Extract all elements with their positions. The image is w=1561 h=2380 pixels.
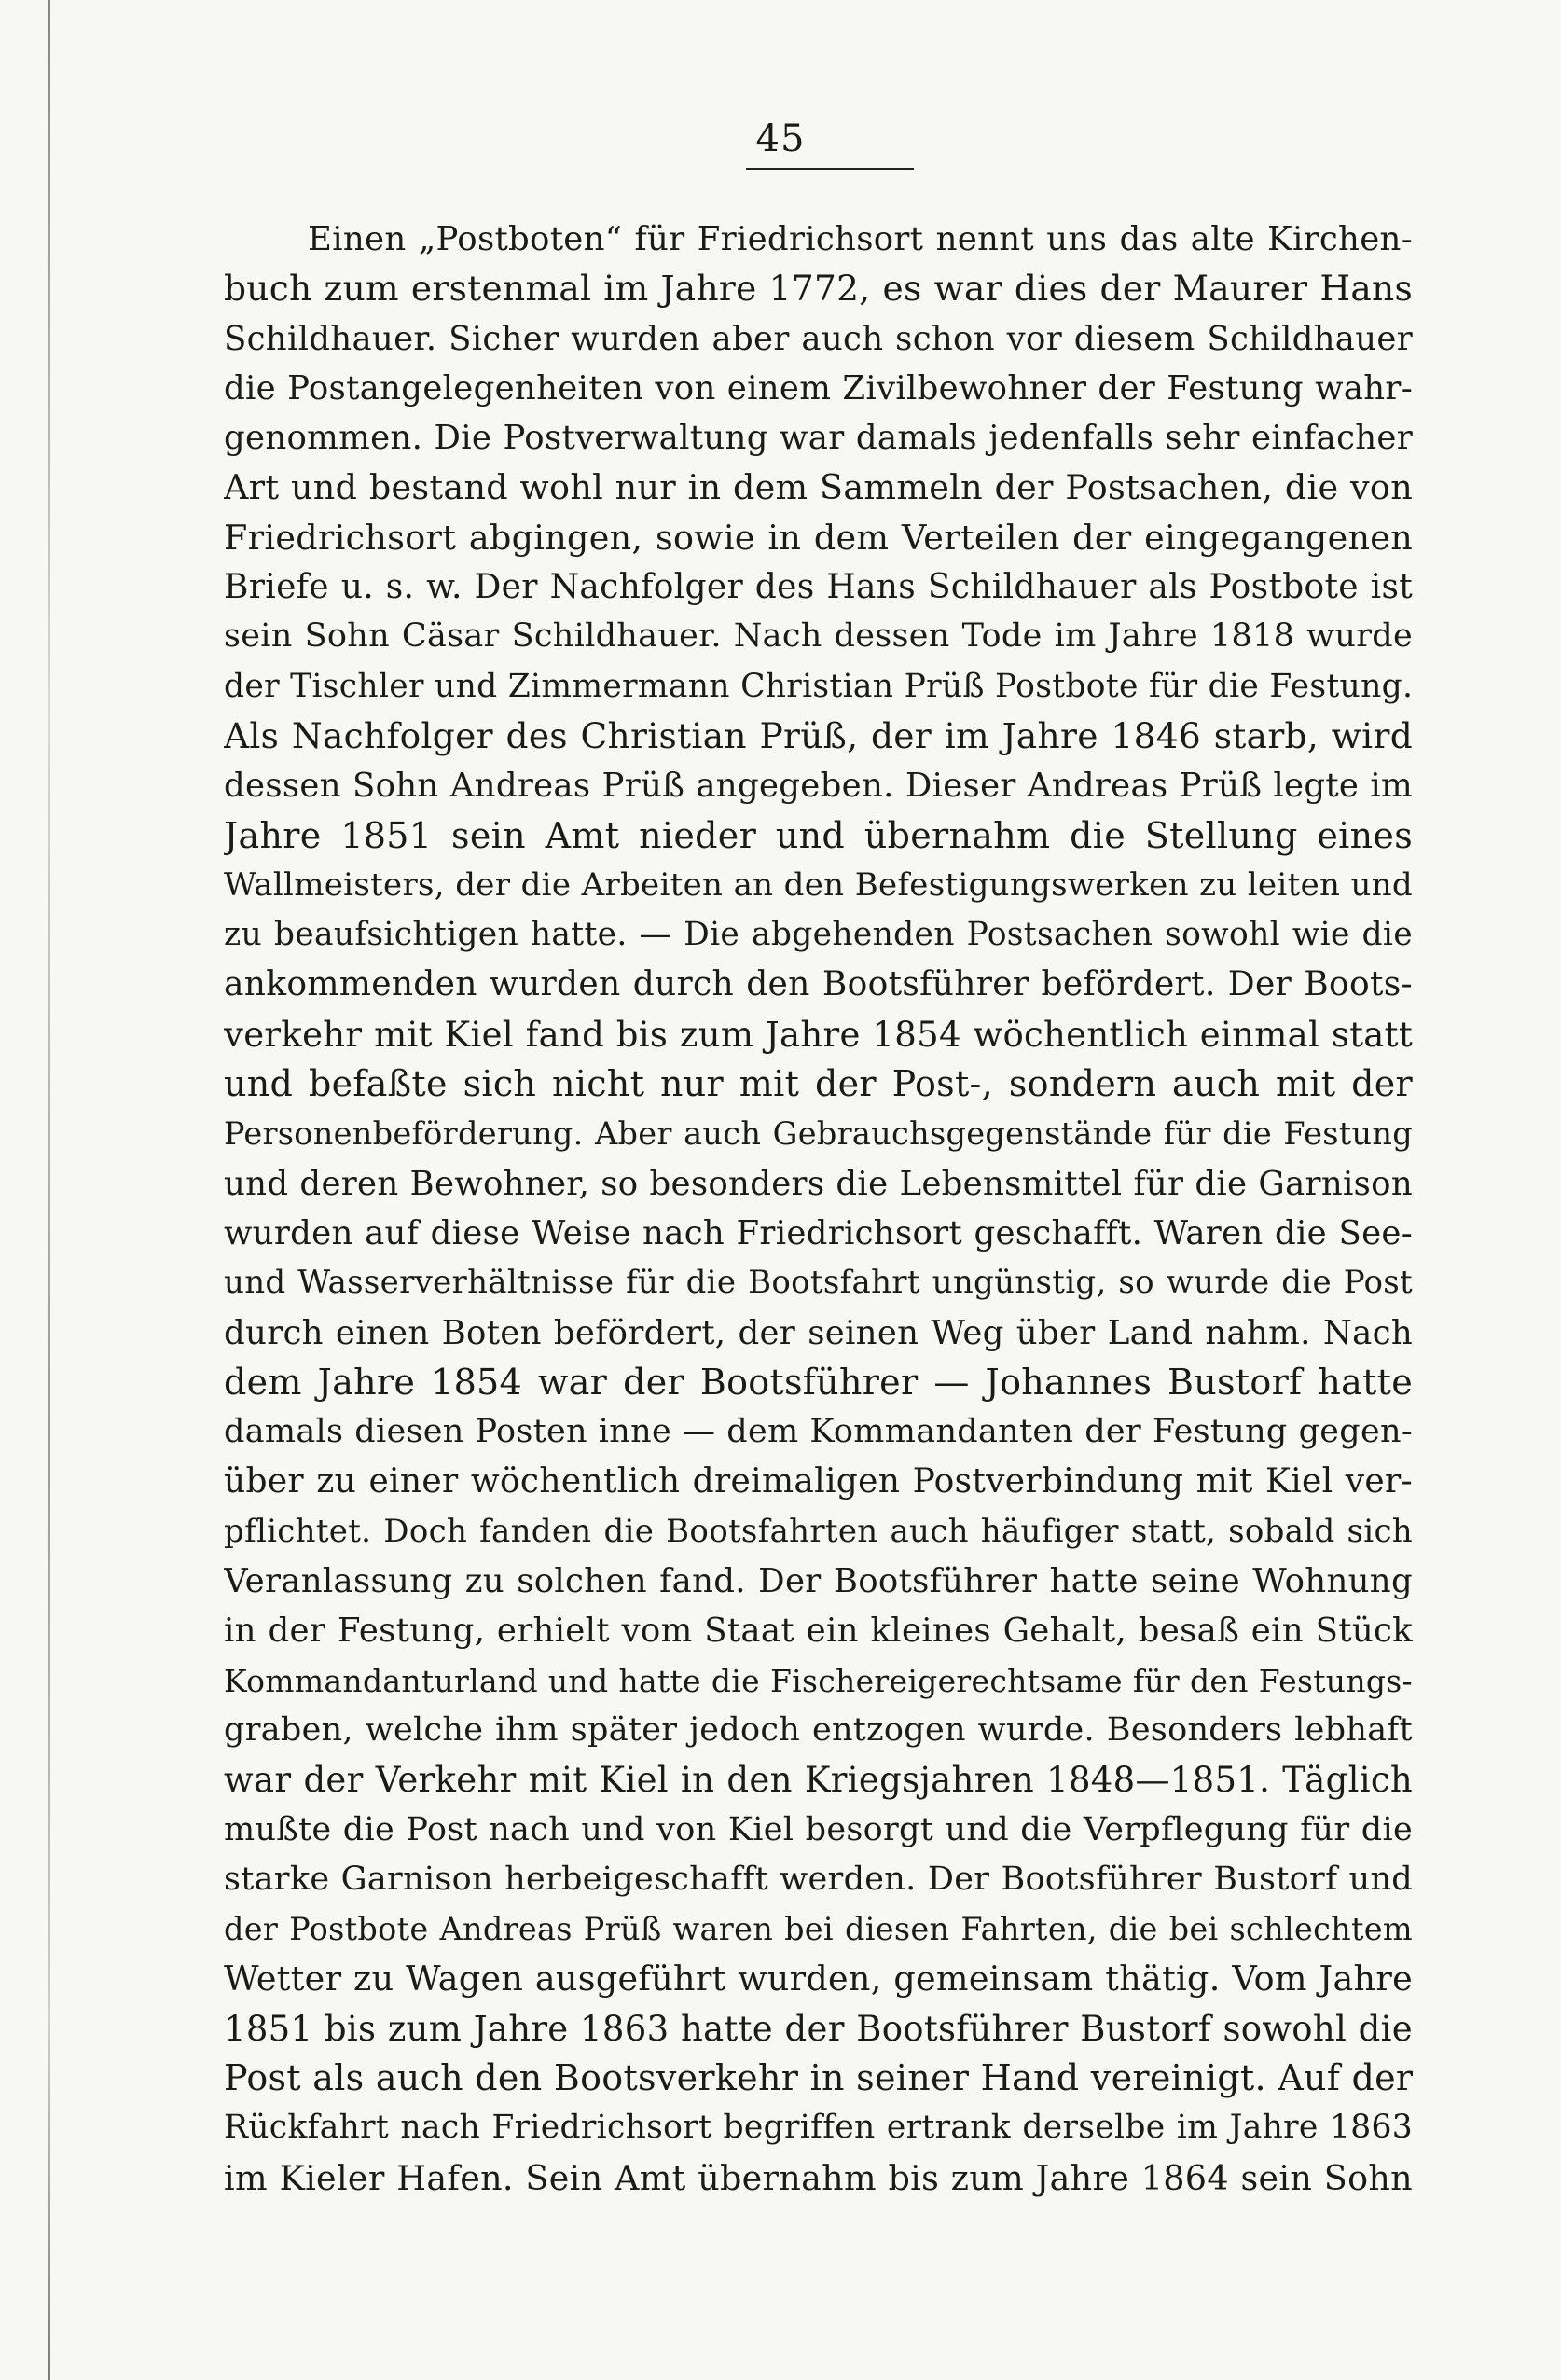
text-line: Wallmeisters, der die Arbeiten an den Befestigungswerken zu leiten und	[224, 865, 1413, 904]
text-line: und deren Bewohner, so besonders die Lebensmittel für die Garnison	[224, 1164, 1413, 1203]
text-line: Einen „Postboten“ für Friedrichsort nennt uns das alte Kirchen-	[308, 220, 1413, 258]
text-line: ankommenden wurden durch den Bootsführer befördert. Der Boots-	[224, 965, 1413, 1004]
text-line: über zu einer wöchentlich dreimaligen Postverbindung mit Kiel ver-	[224, 1462, 1413, 1501]
text-line: dessen Sohn Andreas Prüß angegeben. Dieser Andreas Prüß legte im	[224, 767, 1413, 806]
text-line: starke Garnison herbeigeschafft werden. Der Bootsführer Bustorf und	[224, 1860, 1413, 1898]
text-line: Schildhauer. Sicher wurden aber auch schon vor diesem Schildhauer	[224, 319, 1413, 358]
page-binding-edge	[48, 0, 50, 2380]
text-line: damals diesen Posten inne — dem Kommandanten der Festung gegen-	[224, 1413, 1413, 1451]
text-line: durch einen Boten befördert, der seinen Weg über Land nahm. Nach	[224, 1313, 1413, 1352]
text-line: Rückfahrt nach Friedrichsort begriffen ertrank derselbe im Jahre 1863	[224, 2109, 1413, 2147]
text-line: im Kieler Hafen. Sein Amt übernahm bis zum Jahre 1864 sein Sohn	[224, 2157, 1413, 2198]
text-line: in der Festung, erhielt vom Staat ein kleines Gehalt, besaß ein Stück	[224, 1612, 1413, 1651]
page-number: 45	[755, 118, 806, 160]
text-line: der Postbote Andreas Prüß waren bei diesen Fahrten, die bei schlechtem	[224, 1911, 1413, 1948]
text-line: Als Nachfolger des Christian Prüß, der im Jahre 1846 starb, wird	[224, 714, 1413, 756]
text-line: die Postangelegenheiten von einem Zivilbewohner der Festung wahr-	[224, 368, 1413, 408]
text-line: sein Sohn Cäsar Schildhauer. Nach dessen Tode im Jahre 1818 wurde	[224, 617, 1413, 656]
text-line: Kommandanturland und hatte die Fischereigerechtsame für den Festungs-	[224, 1662, 1413, 1699]
text-line: der Tischler und Zimmermann Christian Prüß Postbote für die Festung.	[224, 667, 1413, 705]
text-line: Art und bestand wohl nur in dem Sammeln der Postsachen, die von	[224, 467, 1413, 508]
text-line: wurden auf diese Weise nach Friedrichsort geschafft. Waren die See-	[224, 1213, 1413, 1252]
text-line: Personenbeförderung. Aber auch Gebrauchsgegenstände für die Festung	[224, 1115, 1413, 1153]
text-line: 1851 bis zum Jahre 1863 hatte der Bootsführer Bustorf sowohl die	[224, 2008, 1413, 2049]
text-line: war der Verkehr mit Kiel in den Kriegsjahren 1848—1851. Täglich	[224, 1760, 1413, 1801]
text-line: und befaßte sich nicht nur mit der Post-, sondern auch mit der	[224, 1063, 1413, 1105]
body-paragraph	[224, 214, 1413, 2203]
text-line: Veranlassung zu solchen fand. Der Bootsführer hatte seine Wohnung	[224, 1562, 1413, 1601]
header-rule	[746, 168, 914, 170]
text-line: graben, welche ihm später jedoch entzogen wurde. Besonders lebhaft	[224, 1710, 1413, 1749]
text-line: Briefe u. s. w. Der Nachfolger des Hans Schildhauer als Postbote ist	[224, 568, 1413, 607]
text-line: Friedrichsort abgingen, sowie in dem Verteilen der eingegangenen	[224, 517, 1413, 558]
text-line: pflichtet. Doch fanden die Bootsfahrten auch häufiger statt, sobald sich	[224, 1512, 1413, 1550]
text-line: Jahre 1851 sein Amt nieder und übernahm die Stellung eines	[224, 814, 1413, 856]
text-line: zu beaufsichtigen hatte. — Die abgehenden Postsachen sowohl wie die	[224, 916, 1413, 954]
text-line: Post als auch den Bootsverkehr in seiner Hand vereinigt. Auf der	[224, 2056, 1413, 2098]
text-line: mußte die Post nach und von Kiel besorgt und die Verpflegung für die	[224, 1810, 1413, 1848]
text-line: genommen. Die Postverwaltung war damals jedenfalls sehr einfacher	[224, 419, 1413, 458]
text-line: Wetter zu Wagen ausgeführt wurden, gemeinsam thätig. Vom Jahre	[224, 1958, 1413, 1999]
text-line: und Wasserverhältnisse für die Bootsfahrt ungünstig, so wurde die Post	[224, 1264, 1413, 1302]
text-line: verkehr mit Kiel fand bis zum Jahre 1854 wöchentlich einmal statt	[224, 1014, 1413, 1055]
text-line: buch zum erstenmal im Jahre 1772, es war dies der Maurer Hans	[224, 268, 1413, 310]
text-line: dem Jahre 1854 war der Bootsführer — Johannes Bustorf hatte	[224, 1361, 1413, 1403]
